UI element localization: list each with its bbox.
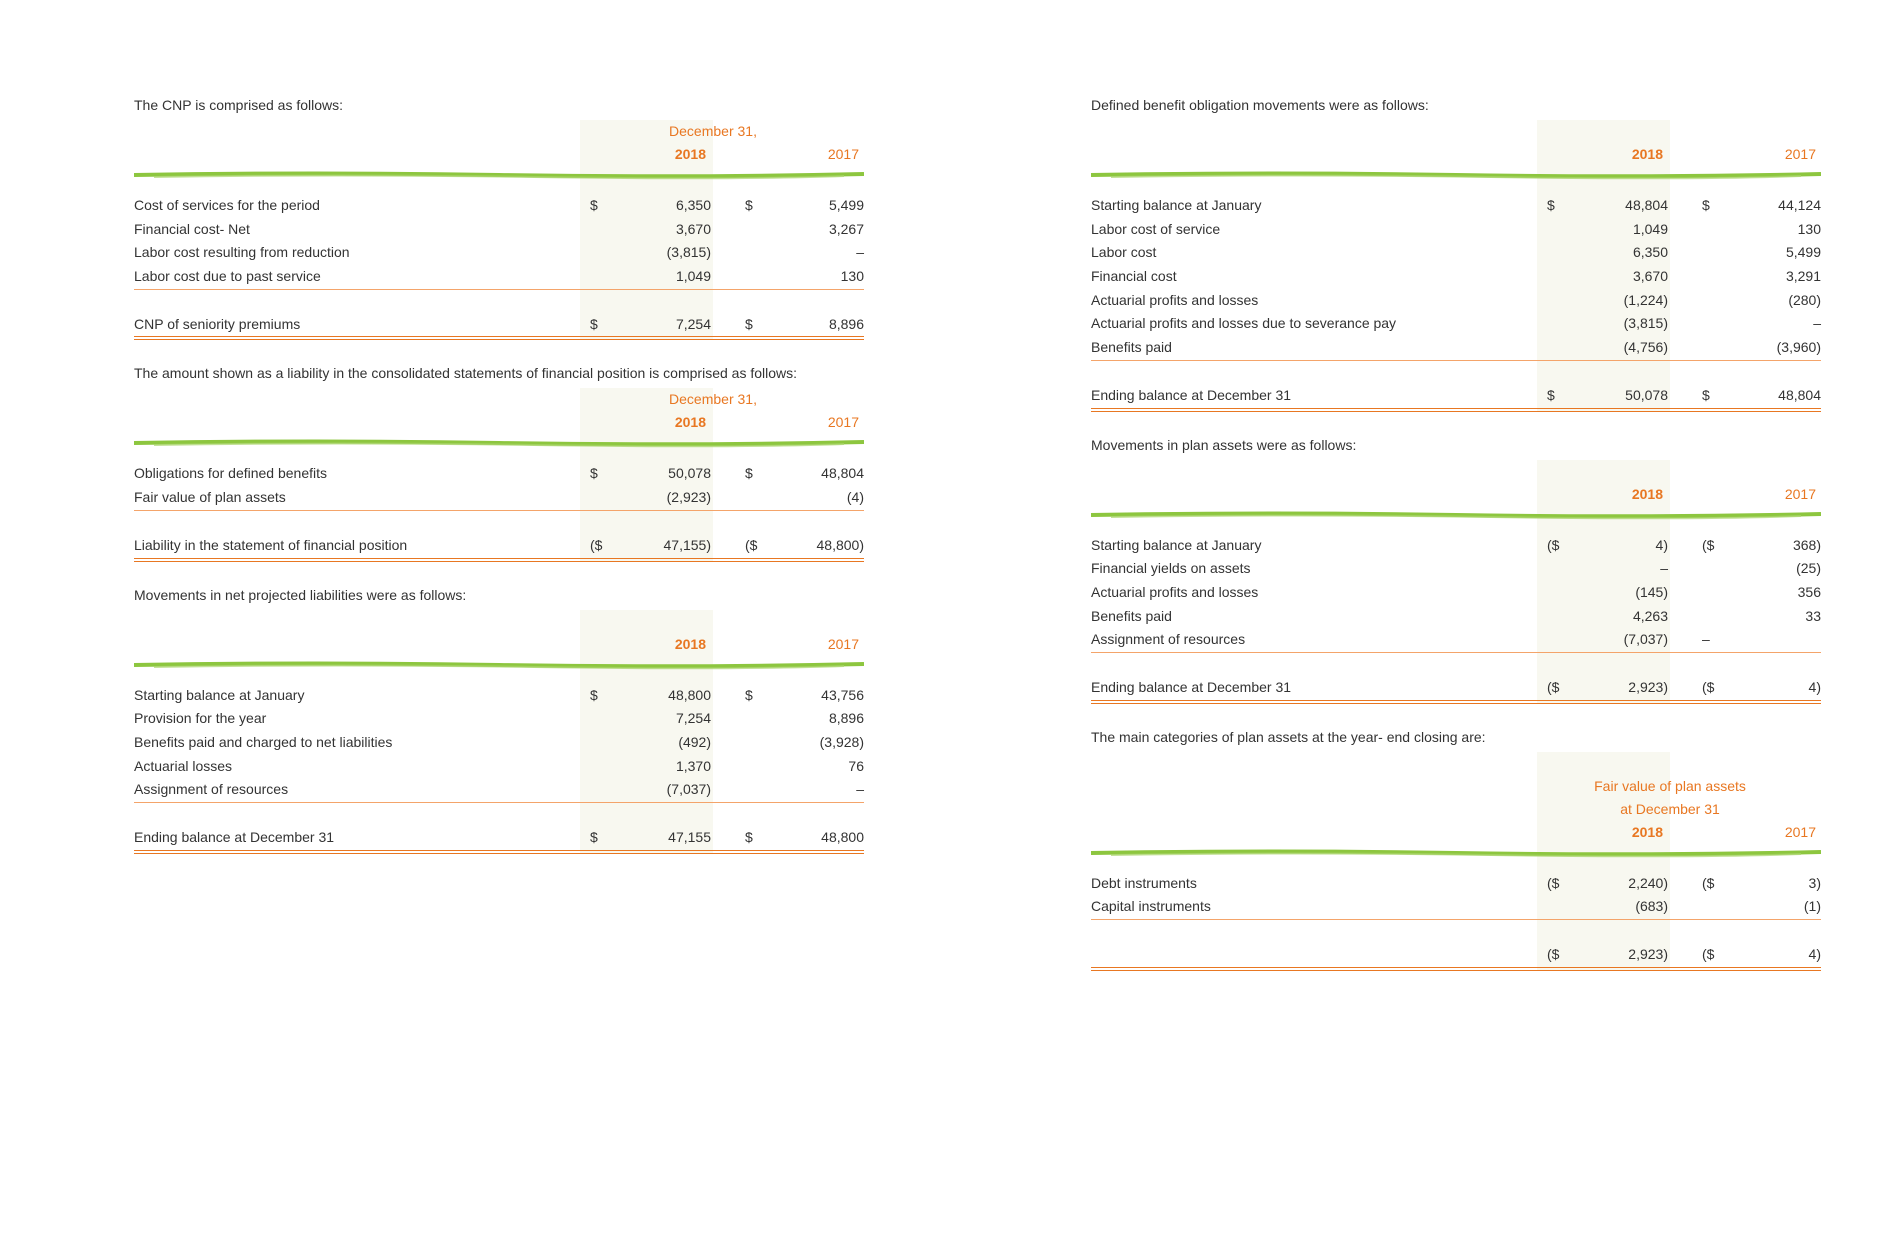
table-row xyxy=(1091,605,1821,629)
cnp-table xyxy=(134,120,864,340)
header-row xyxy=(1091,460,1821,483)
header-row xyxy=(1091,775,1821,798)
total-row xyxy=(134,534,864,562)
net-liabilities-year-current: 2018 xyxy=(674,635,706,652)
categories-table xyxy=(1091,752,1821,971)
liability-year-prior: 2017 xyxy=(827,414,859,431)
amount-cell: 3,267 xyxy=(828,220,864,237)
table-row xyxy=(134,194,864,218)
amount-cell: 33 xyxy=(1805,607,1821,624)
amount-cell: 7,254 xyxy=(675,710,711,727)
plan-assets-year-prior: 2017 xyxy=(1784,485,1816,502)
amount-cell: 48,800 xyxy=(821,828,864,845)
net-liabilities-table xyxy=(134,610,864,854)
currency-symbol: ($ xyxy=(1547,874,1560,891)
amount-cell: 7,254 xyxy=(675,315,711,332)
row-label: Benefits paid and charged to net liabilities xyxy=(134,733,393,750)
currency-symbol: $ xyxy=(745,197,753,213)
amount-cell: 4) xyxy=(1808,946,1821,962)
amount-cell: – xyxy=(856,781,864,798)
row-label: Debt instruments xyxy=(1091,874,1197,891)
net-liabilities-year-prior: 2017 xyxy=(827,635,859,652)
plan-assets-intro: Movements in plan assets were as follows: xyxy=(1091,436,1357,453)
currency-symbol: ($ xyxy=(1702,678,1715,695)
row-label: Labor cost of service xyxy=(1091,220,1221,237)
header-row xyxy=(1091,120,1821,143)
net-liabilities-intro: Movements in net projected liabilities were as follows: xyxy=(134,586,467,603)
table-row xyxy=(134,684,864,708)
cnp-header-group: December 31, xyxy=(669,123,757,139)
amount-cell: 48,800 xyxy=(668,686,711,703)
currency-symbol: $ xyxy=(590,465,598,482)
table-row xyxy=(1091,581,1821,605)
currency-symbol: ($ xyxy=(1702,536,1715,553)
row-label: Financial cost- Net xyxy=(134,220,250,237)
table-row xyxy=(1091,534,1821,558)
amount-cell: 76 xyxy=(848,757,864,774)
row-label: Starting balance at January xyxy=(1091,536,1262,553)
dbo-section xyxy=(1091,96,1821,412)
amount-cell: (1) xyxy=(1803,898,1821,915)
amount-cell: 2,240) xyxy=(1628,874,1668,891)
amount-cell: 4) xyxy=(1808,678,1821,695)
amount-cell: – xyxy=(1660,560,1668,577)
liability-year-current: 2018 xyxy=(674,414,706,431)
row-label: Labor cost xyxy=(1091,244,1157,261)
table-row xyxy=(134,731,864,755)
table-row xyxy=(1091,218,1821,242)
total-row xyxy=(134,826,864,854)
categories-section xyxy=(1091,728,1821,971)
currency-symbol: $ xyxy=(1547,386,1555,403)
plan-assets-year-current: 2018 xyxy=(1631,485,1663,502)
currency-symbol: ($ xyxy=(1547,678,1560,695)
amount-cell: 5,499 xyxy=(1785,244,1821,261)
amount-cell: 6,350 xyxy=(675,197,711,213)
row-label: Starting balance at January xyxy=(134,686,305,703)
currency-symbol: $ xyxy=(590,828,598,845)
currency-symbol: ($ xyxy=(1702,946,1715,962)
row-spacer xyxy=(134,511,864,534)
row-label: Provision for the year xyxy=(134,710,267,727)
amount-cell: 3,291 xyxy=(1785,268,1821,285)
row-label: Actuarial profits and losses due to severance pay xyxy=(1091,315,1397,332)
currency-symbol: $ xyxy=(745,465,753,482)
currency-symbol: ($ xyxy=(745,536,758,553)
row-label: Liability in the statement of financial position xyxy=(134,536,408,553)
header-row xyxy=(134,610,864,633)
amount-cell: 47,155 xyxy=(668,828,711,845)
header-row xyxy=(134,411,864,434)
row-label: Actuarial profits and losses xyxy=(1091,291,1259,308)
amount-cell: (3,815) xyxy=(1623,315,1668,332)
currency-symbol: ($ xyxy=(1547,946,1560,962)
plan-assets-section xyxy=(1091,436,1821,704)
currency-symbol: $ xyxy=(1547,197,1555,213)
row-label: Cost of services for the period xyxy=(134,197,320,213)
amount-cell: 48,800) xyxy=(816,536,864,553)
liability-section xyxy=(134,364,864,561)
amount-cell: – xyxy=(856,244,864,261)
right-column xyxy=(1091,96,1821,995)
currency-symbol: – xyxy=(1702,631,1710,648)
table-row xyxy=(134,486,864,511)
currency-symbol: $ xyxy=(1702,386,1710,403)
table-row xyxy=(1091,194,1821,218)
amount-cell: 130 xyxy=(1797,220,1821,237)
amount-cell: 43,756 xyxy=(821,686,864,703)
amount-cell: (2,923) xyxy=(666,489,711,506)
amount-cell: (7,037) xyxy=(1623,631,1668,648)
row-label: Obligations for defined benefits xyxy=(134,465,328,482)
amount-cell: 3) xyxy=(1808,874,1821,891)
row-label: Financial yields on assets xyxy=(1091,560,1251,577)
amount-cell: 50,078 xyxy=(1625,386,1668,403)
amount-cell: 48,804 xyxy=(821,465,864,482)
table-row xyxy=(1091,628,1821,653)
amount-cell: 6,350 xyxy=(1632,244,1668,261)
amount-cell: 8,896 xyxy=(828,315,864,332)
amount-cell: (4) xyxy=(846,489,864,506)
row-label: CNP of seniority premiums xyxy=(134,315,301,332)
left-column xyxy=(134,96,864,878)
header-row xyxy=(1091,483,1821,506)
green-brush-divider xyxy=(1091,846,1821,860)
row-label: Benefits paid xyxy=(1091,339,1172,356)
row-label: Labor cost due to past service xyxy=(134,268,321,285)
amount-cell: 50,078 xyxy=(668,465,711,482)
amount-cell: 48,804 xyxy=(1625,197,1668,213)
amount-cell: (3,960) xyxy=(1776,339,1821,356)
amount-cell: (683) xyxy=(1635,898,1668,915)
cnp-intro: The CNP is comprised as follows: xyxy=(134,97,344,113)
amount-cell: (25) xyxy=(1796,560,1821,577)
header-row xyxy=(134,120,864,143)
cnp-year-current: 2018 xyxy=(674,146,706,162)
row-label: Financial cost xyxy=(1091,268,1177,285)
row-label: Fair value of plan assets xyxy=(134,489,286,506)
currency-symbol: $ xyxy=(745,315,753,332)
table-row xyxy=(134,265,864,290)
liability-table xyxy=(134,388,864,561)
total-row xyxy=(1091,384,1821,412)
amount-cell: (7,037) xyxy=(666,781,711,798)
amount-cell: (145) xyxy=(1635,583,1668,600)
table-row xyxy=(1091,336,1821,361)
amount-cell: 47,155) xyxy=(663,536,711,553)
amount-cell: 48,804 xyxy=(1778,386,1821,403)
amount-cell: (1,224) xyxy=(1623,291,1668,308)
amount-cell: 3,670 xyxy=(1632,268,1668,285)
amount-cell: 368) xyxy=(1792,536,1821,553)
amount-cell: 1,370 xyxy=(675,757,711,774)
row-spacer xyxy=(134,803,864,826)
amount-cell: 130 xyxy=(840,268,864,285)
green-brush-divider xyxy=(1091,508,1821,522)
cnp-year-prior: 2017 xyxy=(827,146,859,162)
dbo-year-current: 2018 xyxy=(1631,146,1663,162)
row-label: Starting balance at January xyxy=(1091,197,1262,213)
table-row xyxy=(134,218,864,242)
table-row xyxy=(134,462,864,486)
categories-header-line2: at December 31 xyxy=(1620,800,1720,817)
amount-cell: 5,499 xyxy=(828,197,864,213)
total-row xyxy=(1091,943,1821,971)
currency-symbol: $ xyxy=(1702,197,1710,213)
amount-cell: 8,896 xyxy=(828,710,864,727)
table-row xyxy=(1091,241,1821,265)
row-spacer xyxy=(1091,653,1821,676)
table-row xyxy=(1091,289,1821,313)
row-label: Assignment of resources xyxy=(134,781,289,798)
currency-symbol: $ xyxy=(590,197,598,213)
table-row xyxy=(134,755,864,779)
dbo-year-prior: 2017 xyxy=(1784,146,1816,162)
table-row xyxy=(134,778,864,803)
table-row xyxy=(1091,872,1821,896)
amount-cell: 2,923) xyxy=(1628,678,1668,695)
amount-cell: 1,049 xyxy=(675,268,711,285)
green-brush-divider xyxy=(134,168,864,182)
amount-cell: 3,670 xyxy=(675,220,711,237)
amount-cell: (4,756) xyxy=(1623,339,1668,356)
categories-year-prior: 2017 xyxy=(1784,823,1816,840)
header-row xyxy=(1091,752,1821,775)
row-spacer xyxy=(1091,361,1821,384)
categories-year-current: 2018 xyxy=(1631,823,1663,840)
currency-symbol: $ xyxy=(590,315,598,332)
amount-cell: (492) xyxy=(678,733,711,750)
amount-cell: 2,923) xyxy=(1628,946,1668,962)
row-label: Labor cost resulting from reduction xyxy=(134,244,350,261)
row-spacer xyxy=(134,290,864,313)
amount-cell: (3,815) xyxy=(666,244,711,261)
table-row xyxy=(134,707,864,731)
currency-symbol: $ xyxy=(590,686,598,703)
header-row xyxy=(1091,798,1821,821)
dbo-intro: Defined benefit obligation movements were as follows: xyxy=(1091,97,1429,113)
row-spacer xyxy=(1091,920,1821,943)
row-label: Capital instruments xyxy=(1091,898,1211,915)
row-label: Ending balance at December 31 xyxy=(134,828,335,845)
currency-symbol: ($ xyxy=(1702,874,1715,891)
row-label: Ending balance at December 31 xyxy=(1091,386,1292,403)
categories-intro: The main categories of plan assets at the year- end closing are: xyxy=(1091,728,1486,745)
total-row xyxy=(134,313,864,341)
plan-assets-table xyxy=(1091,460,1821,704)
header-row xyxy=(1091,143,1821,166)
total-row xyxy=(1091,676,1821,704)
cnp-section xyxy=(134,96,864,340)
table-row xyxy=(1091,557,1821,581)
amount-cell: 1,049 xyxy=(1632,220,1668,237)
row-label: Actuarial losses xyxy=(134,757,233,774)
currency-symbol: $ xyxy=(745,828,753,845)
row-label: Actuarial profits and losses xyxy=(1091,583,1259,600)
amount-cell: (280) xyxy=(1788,291,1821,308)
header-row xyxy=(134,143,864,166)
amount-cell: 4) xyxy=(1655,536,1668,553)
amount-cell: (3,928) xyxy=(819,733,864,750)
row-label: Benefits paid xyxy=(1091,607,1172,624)
table-row xyxy=(1091,895,1821,920)
amount-cell: 4,263 xyxy=(1632,607,1668,624)
table-row xyxy=(1091,312,1821,336)
header-row xyxy=(1091,821,1821,844)
amount-cell: – xyxy=(1813,315,1821,332)
green-brush-divider xyxy=(134,658,864,672)
header-row xyxy=(134,633,864,656)
amount-cell: 356 xyxy=(1797,583,1821,600)
header-row xyxy=(134,388,864,411)
table-row xyxy=(134,241,864,265)
currency-symbol: ($ xyxy=(1547,536,1560,553)
row-label: Assignment of resources xyxy=(1091,631,1246,648)
table-row xyxy=(1091,265,1821,289)
amount-cell: 44,124 xyxy=(1778,197,1821,213)
liability-intro: The amount shown as a liability in the consolidated statements of financial position is comprised as follows: xyxy=(134,365,798,382)
green-brush-divider xyxy=(134,436,864,450)
liability-header-group: December 31, xyxy=(669,391,757,408)
currency-symbol: ($ xyxy=(590,536,603,553)
categories-header-line1: Fair value of plan assets xyxy=(1594,777,1746,794)
dbo-table xyxy=(1091,120,1821,412)
green-brush-divider xyxy=(1091,168,1821,182)
currency-symbol: $ xyxy=(745,686,753,703)
row-label: Ending balance at December 31 xyxy=(1091,678,1292,695)
net-liabilities-section xyxy=(134,586,864,854)
